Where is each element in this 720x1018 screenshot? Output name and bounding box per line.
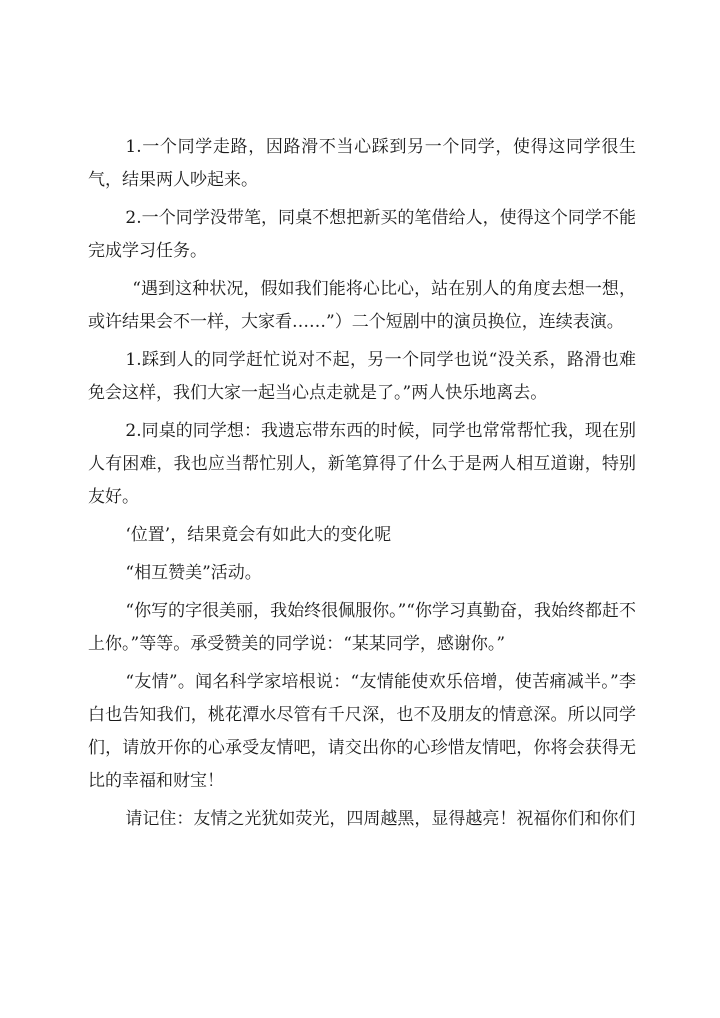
paragraph-1: 1.一个同学走路，因路滑不当心踩到另一个同学，使得这同学很生气，结果两人吵起来。 [88,137,636,190]
paragraph-10: 请记住：友情之光犹如荧光，四周越黑，显得越亮！祝福你们和你们 [125,809,636,829]
paragraph-2: 2.一个同学没带笔，同桌不想把新买的笔借给人，使得这个同学不能完成学习任务。 [88,208,636,261]
paragraph-6: ‘位置’，结果竟会有如此大的变化呢 [125,525,392,545]
paragraph-9: “友情”。闻名科学家培根说：“友情能使欢乐倍增，使苦痛减半。”李白也告知我们，桃花潭水尽管有千尺深，也不及朋友的情意深。所以同学们，请放开你的心承受友情吧，请交出你的心珍惜友情吧，你将会获得无比的幸福和财宝！ [88,672,636,791]
paragraph-3: “遇到这种状况，假如我们能将心比心，站在别人的角度去想一想，或许结果会不一样，大家看……”）二个短剧中的演员换位，连续表演。 [88,279,636,332]
paragraph-4: 1.踩到人的同学赶忙说对不起，另一个同学也说“没关系，路滑也难免会这样，我们大家一起当心点走就是了。”两人快乐地离去。 [88,350,636,403]
paragraph-8: “你写的字很美丽，我始终很佩服你。”“你学习真勤奋，我始终都赶不上你。”等等。承受赞美的同学说：“某某同学，感谢你。” [88,601,636,654]
paragraph-5: 2.同桌的同学想：我遗忘带东西的时候，同学也常常帮忙我，现在别人有困难，我也应当帮忙别人，新笔算得了什么于是两人相互道谢，特别友好。 [88,421,636,507]
paragraph-7: “相互赞美”活动。 [125,563,262,583]
document-body [88,131,636,841]
